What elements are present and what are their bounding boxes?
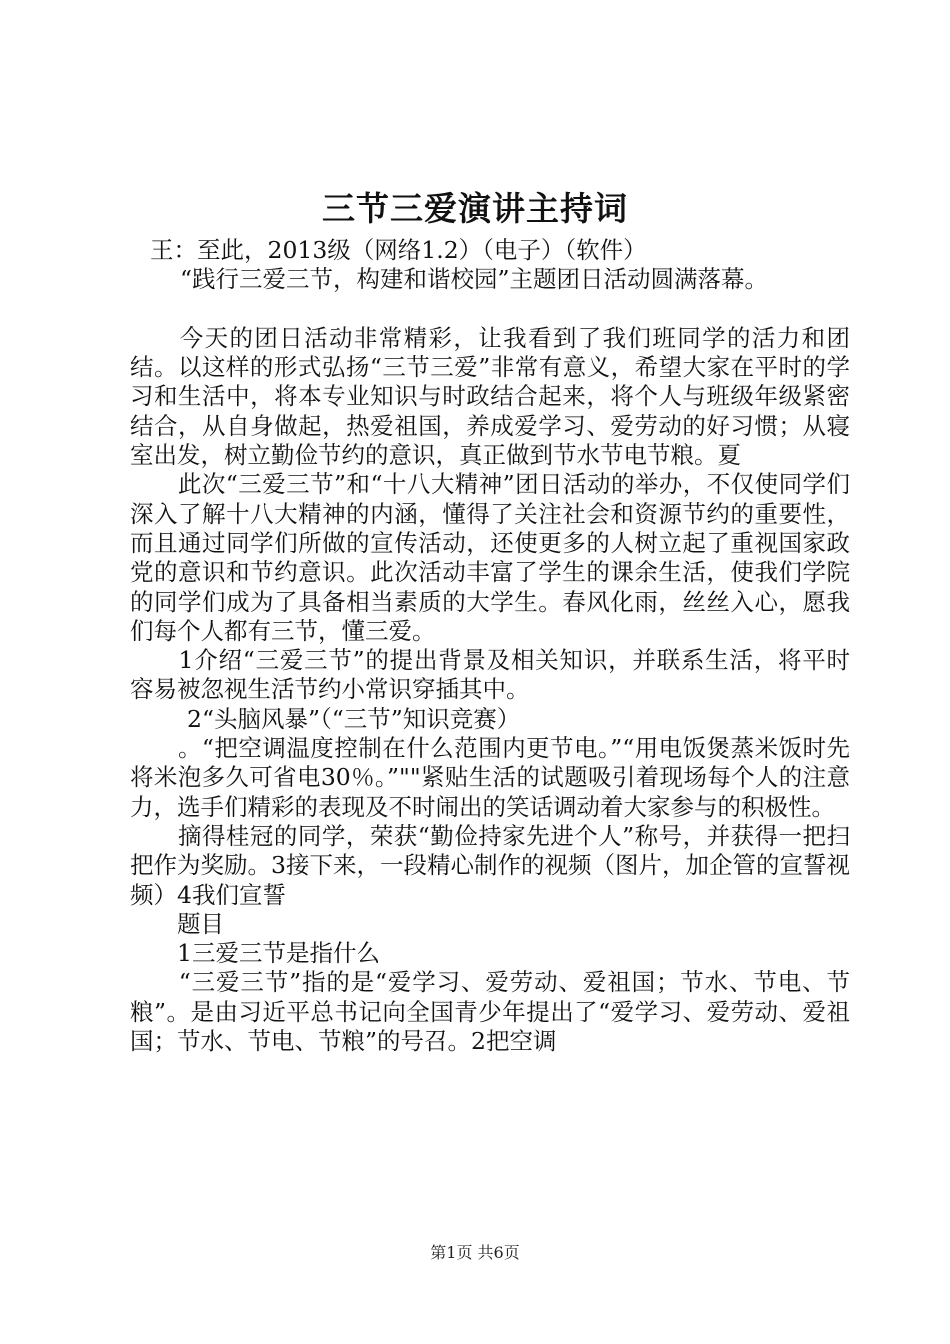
paragraph-9: “三爱三节”指的是“爱学习、爱劳动、爱祖国；节水、节电、节粮”。是由习近平总书记向全国青少年提出了“爱学习、爱劳动、爱祖国；节水、节电、节粮”的号召。2把空调	[130, 968, 850, 1056]
page-footer: 第1页 共6页	[430, 1243, 520, 1262]
document-title: 三节三爱演讲主持词	[322, 189, 628, 228]
paragraph-4: 2“头脑风暴”（“三节”知识竞赛）	[140, 704, 521, 733]
intro-line-1: 王：至此，2013级（网络1.2）（电子）（软件）	[150, 236, 647, 264]
paragraph-5: 。“把空调温度控制在什么范围内更节电。”“用电饭煲蒸米饭时先将米泡多久可省电30％。”""紧贴生活的试题吸引着现场每个人的注意力，选手们精彩的表现及不时闹出的笑话调动着大家参与的积极性。	[130, 734, 850, 821]
paragraph-2: 此次“三爱三节”和“十八大精神”团日活动的举办，不仅使同学们深入了解十八大精神的内涵，懂得了关注社会和资源节约的重要性，而且通过同学们所做的宣传活动，还使更多的人树立起了重视国家政党的意识和节约意识。此次活动丰富了学生的课余生活，使我们学院的同学们成为了具备相当素质的大学生。春风化雨，丝丝入心，愿我们每个人都有三节，懂三爱。	[130, 470, 850, 645]
paragraph-7: 题目	[130, 909, 224, 938]
paragraph-gap	[130, 295, 850, 324]
paragraph-1: 今天的团日活动非常精彩，让我看到了我们班同学的活力和团结。以这样的形式弘扬“三节三爱”非常有意义，希望大家在平时的学习和生活中，将本专业知识与时政结合起来，将个人与班级年级紧密结合，从自身做起，热爱祖国，养成爱学习、爱劳动的好习惯；从寝室出发，树立勤俭节约的意识，真正做到节水节电节粮。夏	[130, 323, 850, 470]
paragraph-8: 1三爱三节是指什么	[130, 939, 380, 968]
document-body	[130, 236, 850, 1056]
paragraph-6: 摘得桂冠的同学，荣获“勤俭持家先进个人”称号，并获得一把扫把作为奖励。3接下来，一段精心制作的视频（图片，加企管的宣誓视频）4我们宣誓	[130, 821, 850, 909]
paragraph-3: 1介绍“三爱三节”的提出背景及相关知识，并联系生活，将平时容易被忽视生活节约小常识穿插其中。	[130, 646, 850, 704]
intro-line-2: “践行三爱三节，构建和谐校园”主题团日活动圆满落幕。	[180, 265, 769, 294]
